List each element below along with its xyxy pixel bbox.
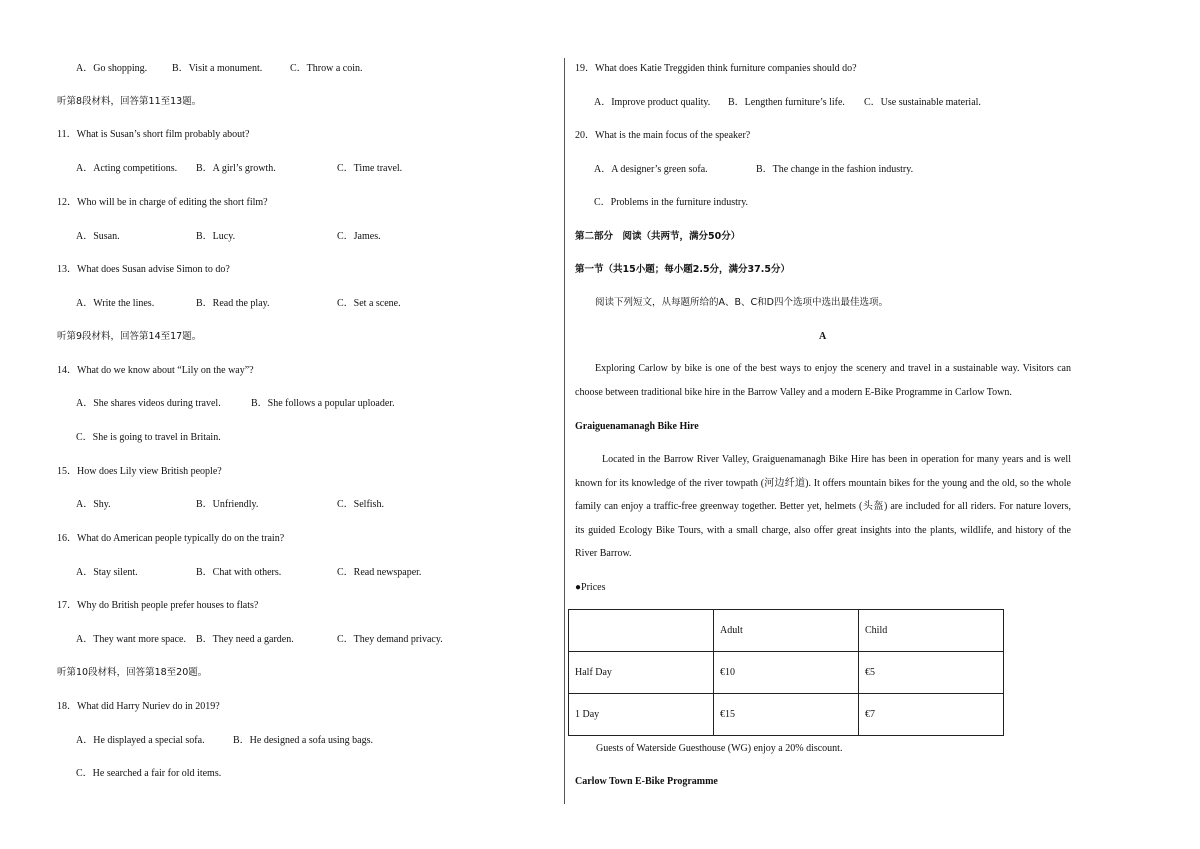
q10-option-a: A．Go shopping.: [76, 63, 148, 74]
q12-option-b: B．Lucy.: [196, 231, 236, 242]
section9-heading: 听第9段材料，回答第14至17题。: [57, 331, 202, 342]
column-divider: [564, 58, 565, 804]
q17-option-c: C．They demand privacy.: [337, 634, 443, 645]
table-header-row: [569, 610, 1004, 652]
q13-text: 13．What does Susan advise Simon to do?: [57, 264, 230, 275]
table-cell: €5: [859, 652, 1004, 694]
q13-option-a: A．Write the lines.: [76, 298, 155, 309]
q20-text: 20．What is the main focus of the speaker?: [575, 130, 751, 141]
q10-option-c: C．Throw a coin.: [290, 63, 363, 74]
q18-text: 18．What did Harry Nuriev do in 2019?: [57, 701, 220, 712]
q12-option-a: A．Susan.: [76, 231, 120, 242]
q19-option-b: B．Lengthen furniture’s life.: [728, 97, 845, 108]
q16-text: 16．What do American people typically do on the train?: [57, 533, 285, 544]
table-cell: [569, 610, 714, 652]
q16-option-c: C．Read newspaper.: [337, 567, 422, 578]
q18-option-a: A．He displayed a special sofa.: [76, 735, 205, 746]
q14-option-a: A．She shares videos during travel.: [76, 398, 221, 409]
q15-option-a: A．Shy.: [76, 499, 111, 510]
e-bike-heading: Carlow Town E-Bike Programme: [575, 776, 718, 787]
q14-option-b: B．She follows a popular uploader.: [251, 398, 395, 409]
q11-option-b: B．A girl’s growth.: [196, 163, 276, 174]
q16-option-a: A．Stay silent.: [76, 567, 138, 578]
q20-option-c: C．Problems in the furniture industry.: [594, 197, 749, 208]
q19-option-c: C．Use sustainable material.: [864, 97, 981, 108]
q17-text: 17．Why do British people prefer houses to flats?: [57, 600, 259, 611]
q16-option-b: B．Chat with others.: [196, 567, 282, 578]
table-row: [569, 694, 1004, 736]
section10-heading: 听第10段材料，回答第18至20题。: [57, 667, 208, 678]
q14-option-c: C．She is going to travel in Britain.: [76, 432, 221, 443]
q12-option-c: C．James.: [337, 231, 381, 242]
q14-text: 14．What do we know about “Lily on the way”?: [57, 365, 254, 376]
q20-option-b: B．The change in the fashion industry.: [756, 164, 914, 175]
table-cell: Adult: [714, 610, 859, 652]
q11-option-a: A．Acting competitions.: [76, 163, 178, 174]
q19-option-a: A．Improve product quality.: [594, 97, 711, 108]
q15-text: 15．How does Lily view British people?: [57, 466, 222, 477]
q19-text: 19．What does Katie Treggiden think furniture companies should do?: [575, 63, 857, 74]
q15-option-b: B．Unfriendly.: [196, 499, 259, 510]
table-cell: Child: [859, 610, 1004, 652]
q11-option-c: C．Time travel.: [337, 163, 403, 174]
part2-heading: 第二部分 阅读（共两节，满分50分）: [575, 231, 741, 242]
prices-table: [568, 609, 1004, 736]
bike-hire-heading: Graiguenamanagh Bike Hire: [575, 421, 699, 432]
section8-heading: 听第8段材料，回答第11至13题。: [57, 96, 202, 107]
discount-note: Guests of Waterside Guesthouse (WG) enjoy a 20% discount.: [596, 743, 843, 754]
instruction-text: 阅读下列短文，从每题所给的A、B、C和D四个选项中选出最佳选项。: [595, 297, 888, 308]
table-cell: Half Day: [569, 652, 714, 694]
passage-label: A: [819, 331, 827, 342]
q15-option-c: C．Selfish.: [337, 499, 384, 510]
table-cell: 1 Day: [569, 694, 714, 736]
table-row: [569, 652, 1004, 694]
prices-label: ●Prices: [575, 582, 606, 593]
q18-option-b: B．He designed a sofa using bags.: [233, 735, 373, 746]
table-cell: €15: [714, 694, 859, 736]
q13-option-c: C．Set a scene.: [337, 298, 401, 309]
q18-option-c: C．He searched a fair for old items.: [76, 768, 222, 779]
q12-text: 12．Who will be in charge of editing the short film?: [57, 197, 268, 208]
q17-option-b: B．They need a garden.: [196, 634, 294, 645]
q20-option-a: A．A designer’s green sofa.: [594, 164, 708, 175]
intro-paragraph: Exploring Carlow by bike is one of the best ways to enjoy the scenery and travel in a sustainable way. Visitors can choose between traditional bike hire in the Barrow Valley and a modern E-Bike Programme in Carlow Town.: [575, 363, 1071, 398]
q17-option-a: A．They want more space.: [76, 634, 186, 645]
table-cell: €10: [714, 652, 859, 694]
q10-option-b: B．Visit a monument.: [172, 63, 263, 74]
bike-hire-paragraph: Located in the Barrow River Valley, Graiguenamanagh Bike Hire has been in operation for many years and is well known for its knowledge of the river towpath (河边纤道). It offers mountain bikes for the young and the old, so the whole family can enjoy a traffic-free greenway together. Better yet, helmets (头盔) are included for all riders. For nature lovers, its guided Ecology Bike Tours, with a small charge, also offer great insights into the plants, wildlife, and history of the River Barrow.: [575, 454, 1071, 559]
table-cell: €7: [859, 694, 1004, 736]
q11-text: 11．What is Susan’s short film probably about?: [57, 129, 250, 140]
q13-option-b: B．Read the play.: [196, 298, 270, 309]
section1-heading: 第一节（共15小题；每小题2.5分，满分37.5分）: [575, 264, 790, 275]
